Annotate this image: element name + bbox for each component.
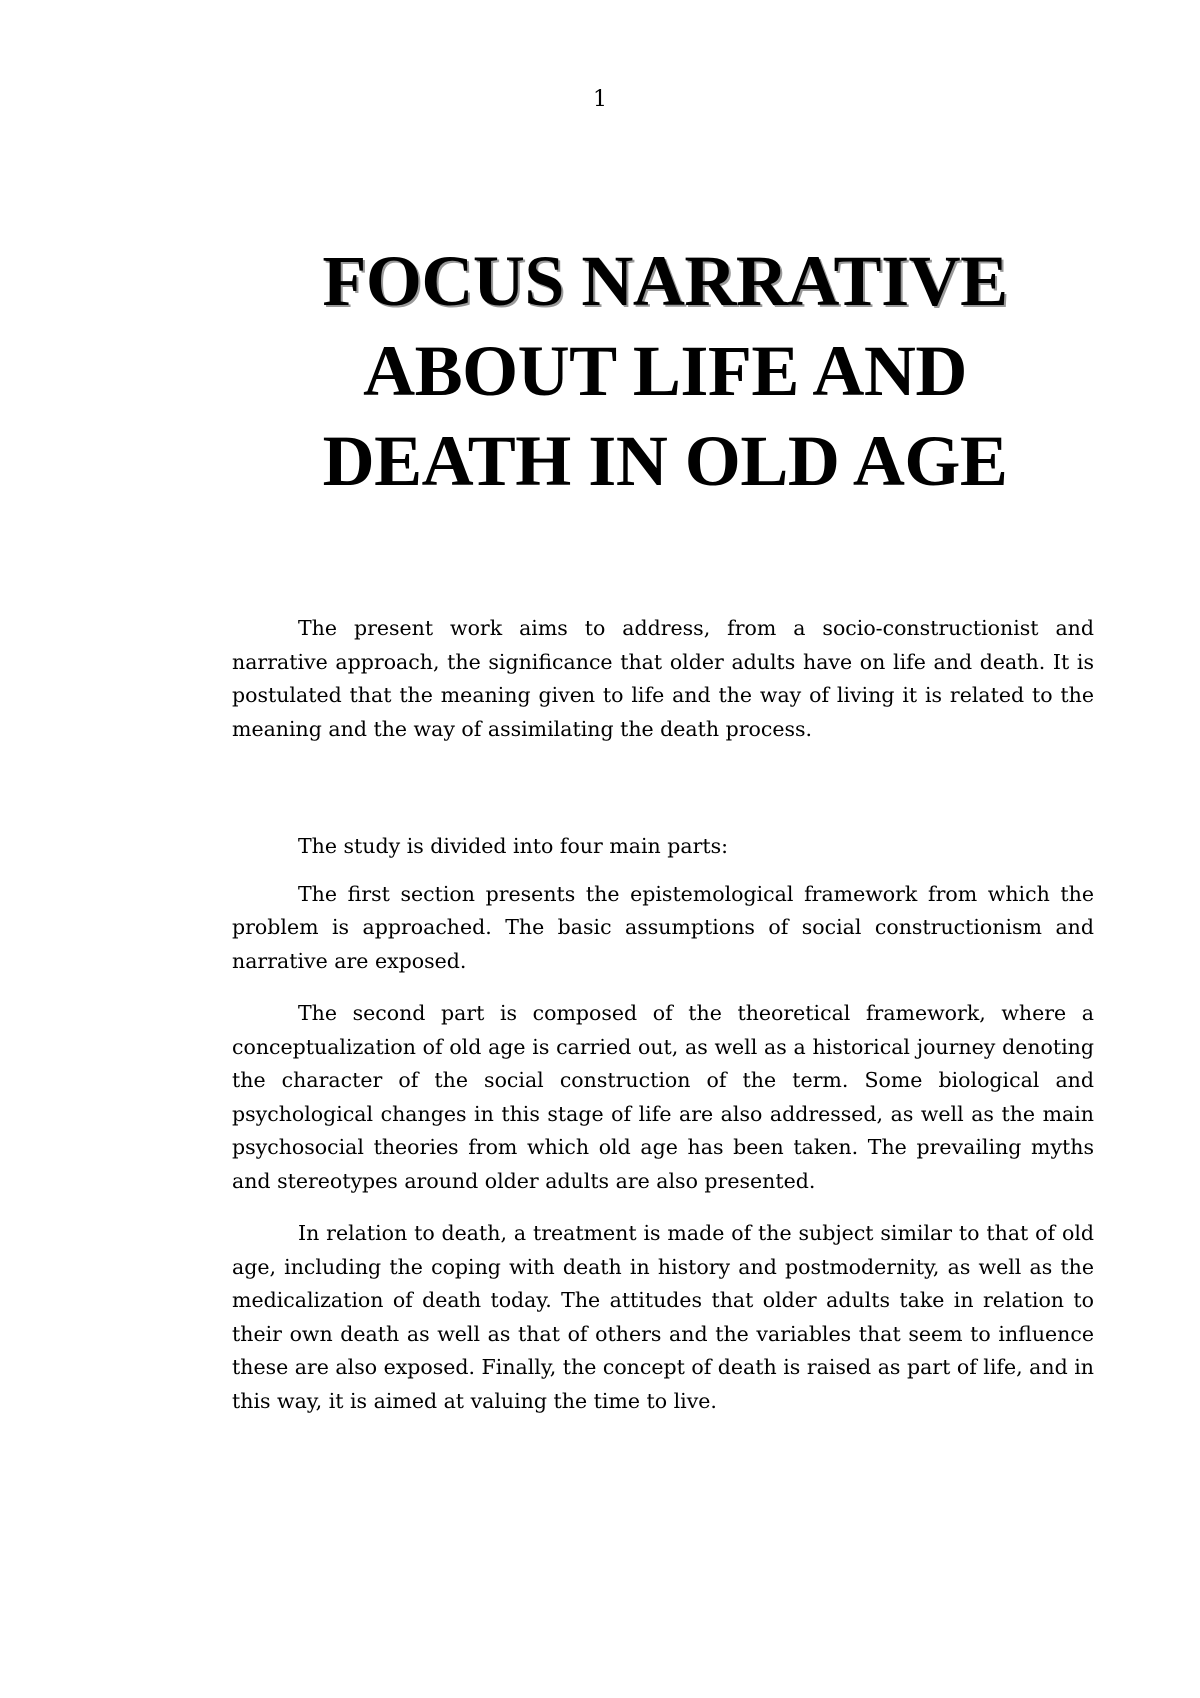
title-line-1: FOCUS NARRATIVE bbox=[322, 241, 1008, 321]
title-line-2: ABOUT LIFE AND bbox=[363, 331, 967, 411]
paragraph-second-part: The second part is composed of the theoretical framework, where a conceptualization of old age is carried out, as well as a historical journey denoting the character of the social construction of the term. Some biological and psychological changes in this stage of life are also addressed, as well as the main psychosocial theories from which old age has been taken. The prevailing myths and stereotypes around older adults are also presented. bbox=[232, 1001, 1094, 1193]
page-number: 1 bbox=[593, 87, 607, 112]
paragraph-death-treatment: In relation to death, a treatment is made of the subject similar to that of old age, including the coping with death in history and postmodernity, as well as the medicalization of death today. The attitudes that older adults take in relation to their own death as well as that of others and the variables that seem to influence these are also exposed. Finally, the concept of death is raised as part of life, and in this way, it is aimed at valuing the time to live. bbox=[232, 1221, 1094, 1413]
paragraph-intro: The present work aims to address, from a socio-constructionist and narrative approach, the significance that older adults have on life and death. It is postulated that the meaning given to life and the way of living it is related to the meaning and the way of assimilating the death process. bbox=[232, 616, 1094, 741]
paragraph-study-overview: The study is divided into four main parts: bbox=[298, 834, 729, 858]
paragraph-first-section: The first section presents the epistemological framework from which the problem is approached. The basic assumptions of social constructionism and narrative are exposed. bbox=[232, 881, 1094, 973]
abstract-body bbox=[232, 612, 1094, 1437]
title-line-3: DEATH IN OLD AGE bbox=[322, 421, 1008, 501]
document-title bbox=[230, 236, 1100, 506]
